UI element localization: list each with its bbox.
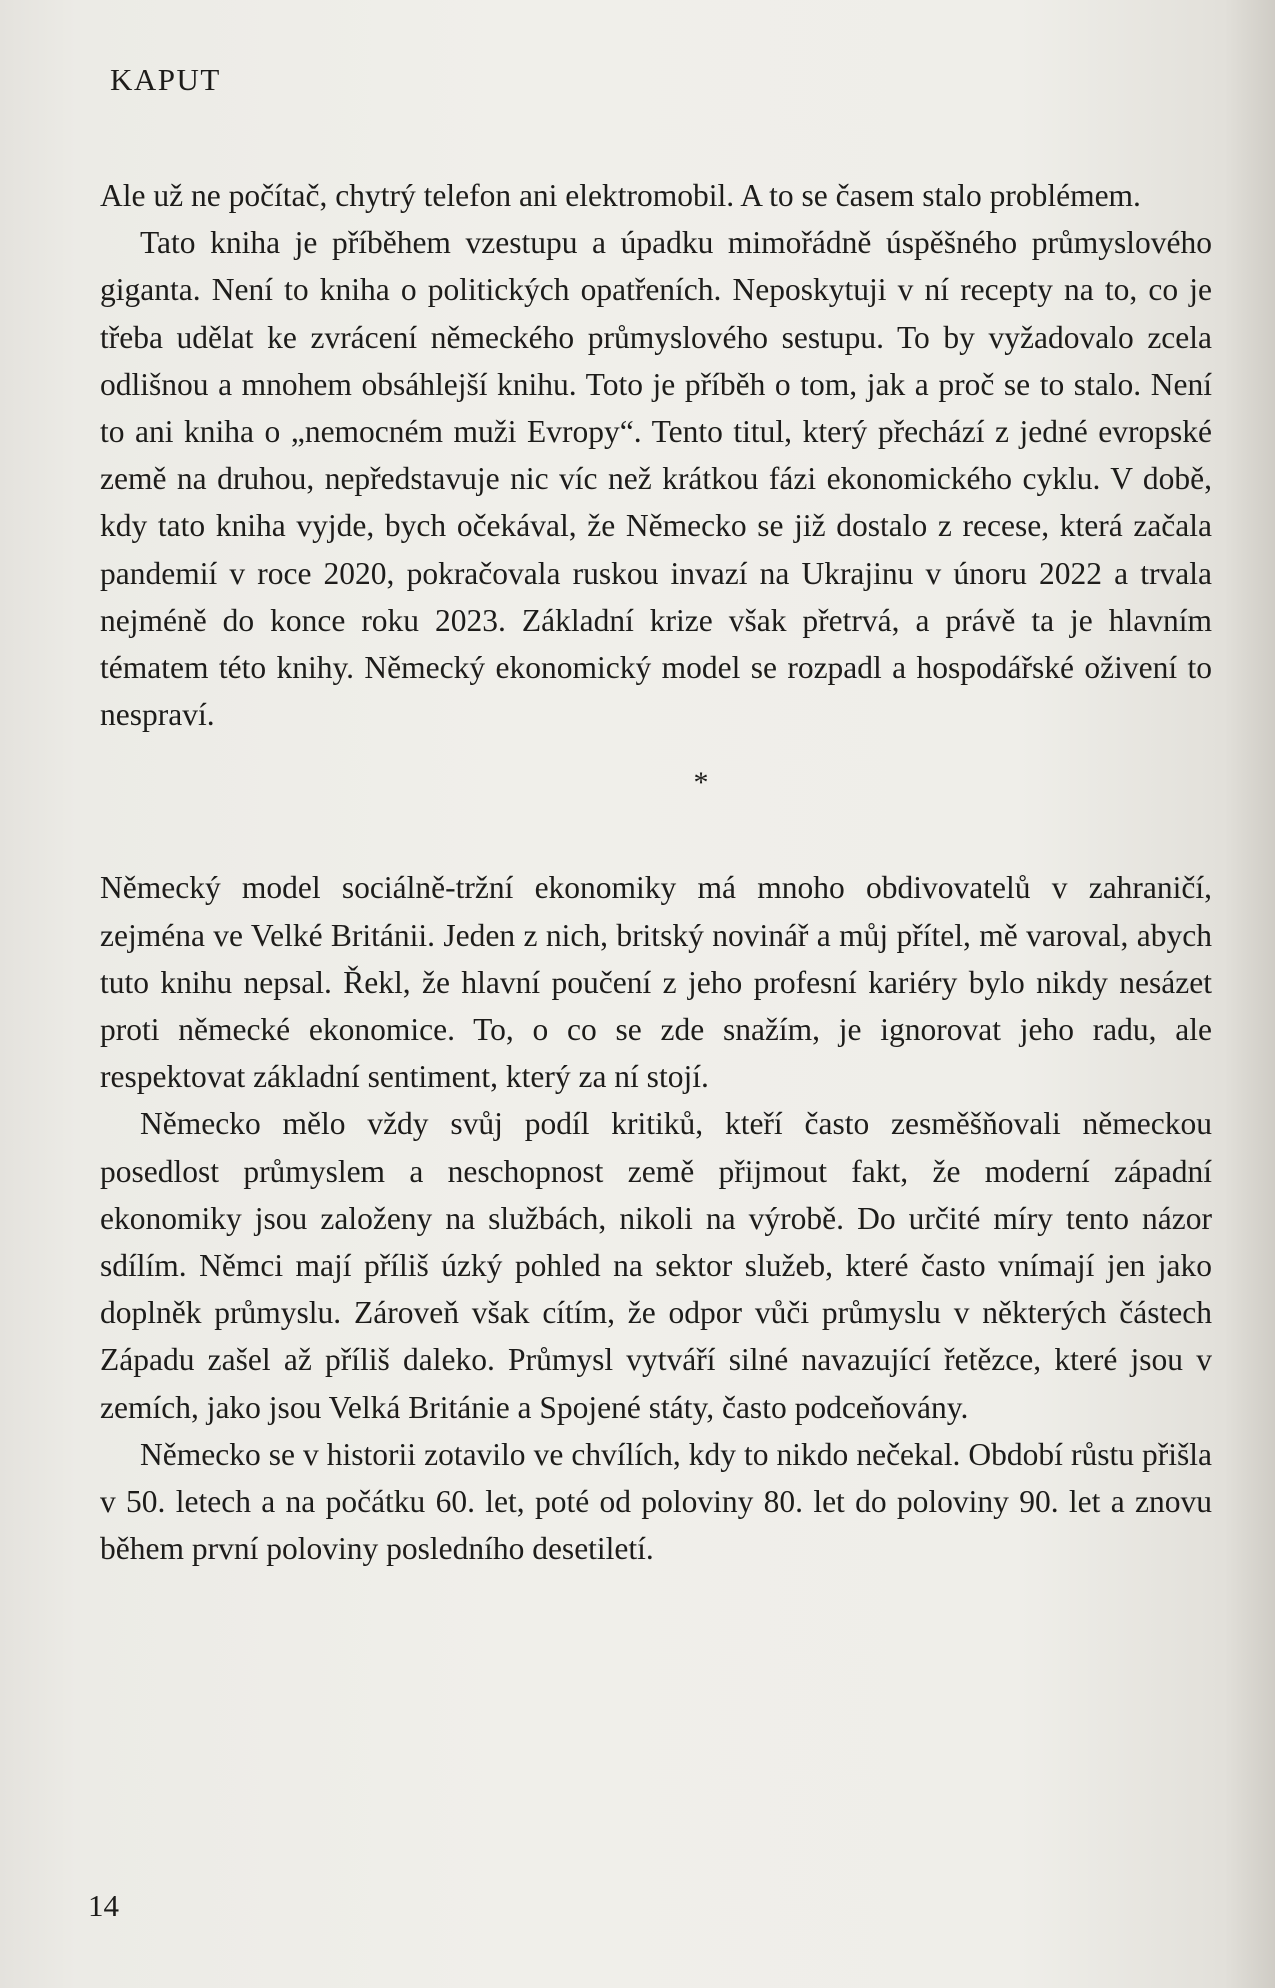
section-separator: * — [693, 766, 709, 800]
paragraph: Ale už ne počítač, chytrý telefon ani elektromobil. A to se časem stalo problémem. — [100, 178, 1141, 213]
paragraph: Německo se v historii zotavilo ve chvílích, kdy to nikdo nečekal. Období růstu přišla v 50. letech a na počátku 60. let, poté od poloviny 80. let do poloviny 90. let a znovu během první poloviny posledního desetiletí. — [100, 1436, 1212, 1567]
paragraph: Německo mělo vždy svůj podíl kritiků, kteří často zesměšňovali německou posedlost průmyslem a neschopnost země přijmout fakt, že moderní západní ekonomiky jsou založeny na službách, nikoli na výrobě. Do určité míry tento názor sdílím. Němci mají příliš úzký pohled na sektor služeb, které často vnímají jen jako doplněk průmyslu. Zároveň však cítím, že odpor vůči průmyslu v některých částech Západu zašel až příliš daleko. Průmysl vytváří silné navazující řetězce, které jsou v zemích, jako jsou Velká Británie a Spojené státy, často podceňovány. — [100, 1106, 1212, 1425]
running-head: KAPUT — [110, 62, 221, 97]
paragraph: Německý model sociálně-tržní ekonomiky má mnoho obdivovatelů v zahraničí, zejména ve Velké Británii. Jeden z nich, britský novinář a můj přítel, mě varoval, abych tuto knihu nepsal. Řekl, že hlavní poučení z jeho profesní kariéry bylo nikdy nesázet proti německé ekonomice. To, o co se zde snažím, je ignorovat jeho radu, ale respektovat základní sentiment, který za ní stojí. — [100, 870, 1212, 1095]
page-number: 14 — [88, 1888, 119, 1923]
paragraph: Tato kniha je příběhem vzestupu a úpadku mimořádně úspěšného průmyslového giganta. Není to kniha o politických opatřeních. Neposkytuji v ní recepty na to, co je třeba udělat ke zvrácení německého průmyslového sestupu. To by vyžadovalo zcela odlišnou a mnohem obsáhlejší knihu. Toto je příběh o tom, jak a proč se to stalo. Není to ani kniha o „nemocném muži Evropy“. Tento titul, který přechází z jedné evropské země na druhou, nepředstavuje nic víc než krátkou fázi ekonomického cyklu. V době, kdy tato kniha vyjde, bych očekával, že Německo se již dostalo z recese, která začala pandemií v roce 2020, pokračovala ruskou invazí na Ukrajinu v únoru 2022 a trvala nejméně do konce roku 2023. Základní krize však přetrvá, a právě ta je hlavním tématem této knihy. Německý ekonomický model se rozpadl a hospodářské oživení to nespraví. — [100, 225, 1212, 733]
body-text — [100, 172, 1212, 1572]
